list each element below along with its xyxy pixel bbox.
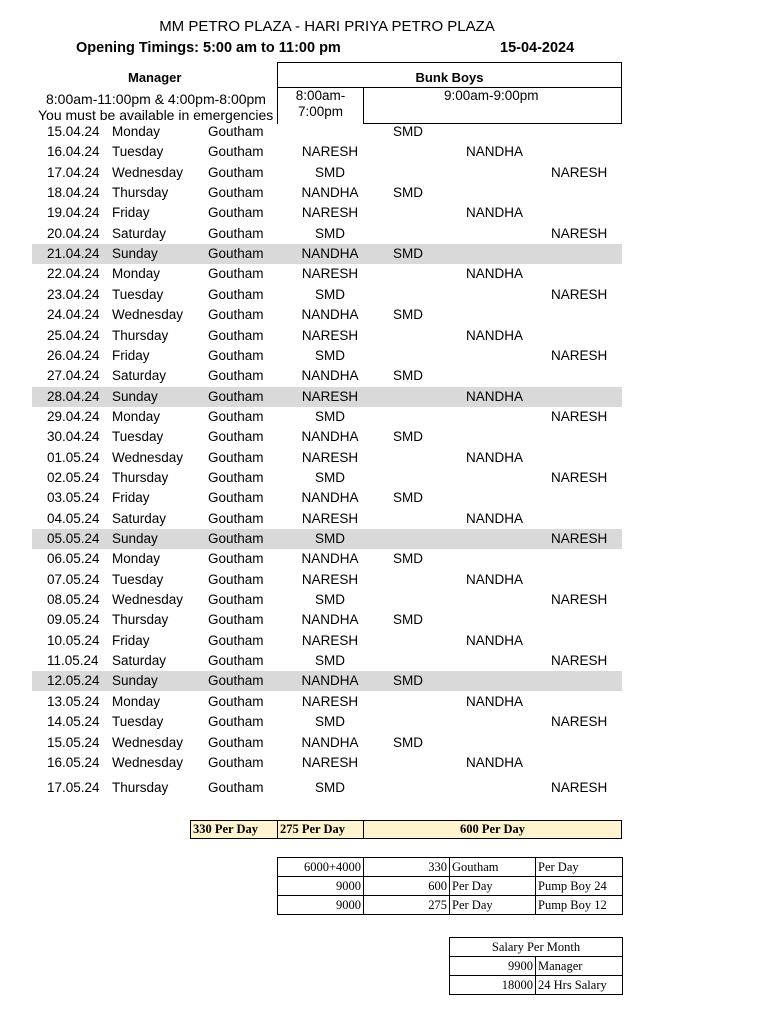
manager-hours: 8:00am-11:00pm & 4:00pm-8:00pm xyxy=(46,91,266,107)
row-shift1: SMD xyxy=(315,347,345,363)
row-shift1: SMD xyxy=(315,286,345,302)
row-shift1: SMD xyxy=(315,164,345,180)
row-manager: Goutham xyxy=(208,612,264,628)
row-day: Wednesday xyxy=(112,307,184,323)
row-day: Saturday xyxy=(112,368,167,384)
shift2-hours: 9:00am-9:00pm xyxy=(444,88,539,103)
row-manager: Goutham xyxy=(208,347,264,363)
row-shift2-b: NANDHA xyxy=(466,632,524,648)
row-day: Monday xyxy=(112,266,161,282)
row-day: Tuesday xyxy=(112,429,164,445)
row-date: 24.04.24 xyxy=(47,307,100,323)
row-shift2-c: NARESH xyxy=(551,592,608,608)
row-manager: Goutham xyxy=(208,490,264,506)
row-date: 03.05.24 xyxy=(47,490,100,506)
row-shift2-c: NARESH xyxy=(551,780,608,796)
shift1-rate: 275 Per Day xyxy=(277,820,364,839)
schedule-row xyxy=(32,163,622,183)
row-day: Monday xyxy=(112,408,161,424)
row-day: Tuesday xyxy=(112,144,164,160)
row-shift1: NANDHA xyxy=(301,185,359,201)
salary-row xyxy=(450,976,623,995)
pay-role: Goutham xyxy=(450,858,536,877)
row-shift2-c: NARESH xyxy=(551,653,608,669)
row-shift2-b: NANDHA xyxy=(466,510,524,526)
schedule-row xyxy=(32,285,622,305)
pay-amount: 9000 xyxy=(278,896,364,915)
row-shift2-c: NARESH xyxy=(551,347,608,363)
schedule-row xyxy=(32,631,622,651)
row-manager: Goutham xyxy=(208,368,264,384)
row-date: 20.04.24 xyxy=(47,225,100,241)
row-date: 10.05.24 xyxy=(47,632,100,648)
manager-rate: 330 Per Day xyxy=(190,820,278,839)
row-date: 02.05.24 xyxy=(47,469,100,485)
row-day: Thursday xyxy=(112,612,169,628)
row-day: Friday xyxy=(112,632,150,648)
row-shift2-a: SMD xyxy=(393,429,423,445)
pay-table xyxy=(277,857,623,915)
row-shift2-a: SMD xyxy=(393,612,423,628)
schedule-row xyxy=(32,778,622,798)
schedule-row xyxy=(32,692,622,712)
row-shift1: NARESH xyxy=(301,266,359,282)
pay-rate: 600 xyxy=(364,877,450,896)
row-shift1: NANDHA xyxy=(301,734,359,750)
row-shift1: SMD xyxy=(315,469,345,485)
row-shift1: SMD xyxy=(315,531,345,546)
row-shift2-a: SMD xyxy=(393,185,423,201)
pay-role: Per Day xyxy=(450,877,536,896)
row-shift2-b: NANDHA xyxy=(466,571,524,587)
row-date: 15.05.24 xyxy=(47,734,100,750)
row-shift1: NARESH xyxy=(301,449,359,465)
row-shift1: NARESH xyxy=(301,144,359,160)
row-shift1: NARESH xyxy=(301,693,359,709)
row-shift1: NANDHA xyxy=(301,368,359,384)
row-day: Wednesday xyxy=(112,449,184,465)
row-manager: Goutham xyxy=(208,286,264,302)
row-shift2-c: NARESH xyxy=(551,164,608,180)
row-day: Tuesday xyxy=(112,571,164,587)
row-shift2-b: NANDHA xyxy=(466,327,524,343)
row-manager: Goutham xyxy=(208,124,264,139)
schedule-row xyxy=(32,366,622,386)
row-date: 23.04.24 xyxy=(47,286,100,302)
row-manager: Goutham xyxy=(208,531,264,546)
manager-note: You must be available in emergencies xyxy=(38,107,274,123)
row-shift2-b: NANDHA xyxy=(466,388,524,404)
row-shift1: SMD xyxy=(315,780,345,796)
row-shift2-a: SMD xyxy=(393,734,423,750)
row-manager: Goutham xyxy=(208,327,264,343)
pay-amount: 9000 xyxy=(278,877,364,896)
pay-row xyxy=(278,877,623,896)
pay-rate: 330 xyxy=(364,858,450,877)
row-date: 15.04.24 xyxy=(47,124,100,139)
row-shift2-b: NANDHA xyxy=(466,144,524,160)
row-shift1: SMD xyxy=(315,225,345,241)
row-shift1: NANDHA xyxy=(301,551,359,567)
row-date: 11.05.24 xyxy=(47,653,99,669)
schedule-row xyxy=(32,203,622,223)
row-day: Saturday xyxy=(112,510,167,526)
row-shift1: NANDHA xyxy=(301,307,359,323)
row-date: 18.04.24 xyxy=(47,185,100,201)
row-manager: Goutham xyxy=(208,266,264,282)
row-shift2-c: NARESH xyxy=(551,408,608,424)
row-shift2-a: SMD xyxy=(393,307,423,323)
row-day: Sunday xyxy=(112,246,158,262)
row-day: Sunday xyxy=(112,388,158,404)
row-date: 26.04.24 xyxy=(47,347,100,363)
row-shift1: NANDHA xyxy=(301,490,359,506)
row-day: Wednesday xyxy=(112,754,184,770)
row-shift2-c: NARESH xyxy=(551,286,608,302)
row-manager: Goutham xyxy=(208,205,264,221)
schedule-row xyxy=(32,387,622,407)
schedule-row xyxy=(32,712,622,732)
pay-desc: Per Day xyxy=(536,858,623,877)
row-date: 12.05.24 xyxy=(47,673,100,689)
row-day: Monday xyxy=(112,693,161,709)
row-manager: Goutham xyxy=(208,429,264,445)
row-date: 17.05.24 xyxy=(47,780,100,796)
schedule-row xyxy=(32,610,622,630)
pay-rate: 275 xyxy=(364,896,450,915)
row-shift1: SMD xyxy=(315,408,345,424)
row-manager: Goutham xyxy=(208,632,264,648)
row-date: 13.05.24 xyxy=(47,693,100,709)
row-manager: Goutham xyxy=(208,469,264,485)
manager-header: Manager xyxy=(128,70,182,85)
pay-desc: Pump Boy 12 xyxy=(536,896,623,915)
row-day: Monday xyxy=(112,551,161,567)
row-shift1: SMD xyxy=(315,714,345,730)
schedule-row xyxy=(32,651,622,671)
row-manager: Goutham xyxy=(208,693,264,709)
schedule-row xyxy=(32,488,622,508)
row-date: 19.04.24 xyxy=(47,205,100,221)
row-day: Sunday xyxy=(112,531,158,546)
row-shift1: NARESH xyxy=(301,571,359,587)
row-manager: Goutham xyxy=(208,592,264,608)
row-shift1: NARESH xyxy=(301,754,359,770)
schedule-row xyxy=(32,224,622,244)
row-shift2-b: NANDHA xyxy=(466,449,524,465)
row-date: 25.04.24 xyxy=(47,327,100,343)
row-shift1: NANDHA xyxy=(301,612,359,628)
pay-role: Per Day xyxy=(450,896,536,915)
salary-amount: 18000 xyxy=(450,976,536,995)
row-manager: Goutham xyxy=(208,510,264,526)
row-manager: Goutham xyxy=(208,225,264,241)
row-shift2-a: SMD xyxy=(393,673,423,689)
schedule-row xyxy=(32,427,622,447)
row-shift1: NARESH xyxy=(301,632,359,648)
schedule-row xyxy=(32,448,622,468)
row-day: Sunday xyxy=(112,673,158,689)
sheet-date: 15-04-2024 xyxy=(500,40,575,56)
schedule-row xyxy=(32,590,622,610)
shift1-hours: 8:00am-7:00pm xyxy=(295,88,346,119)
pay-desc: Pump Boy 24 xyxy=(536,877,623,896)
row-manager: Goutham xyxy=(208,754,264,770)
row-day: Thursday xyxy=(112,780,169,796)
schedule-row xyxy=(32,326,622,346)
schedule-row xyxy=(32,122,622,142)
pay-amount: 6000+4000 xyxy=(278,858,364,877)
schedule-row xyxy=(32,183,622,203)
row-date: 21.04.24 xyxy=(47,246,100,262)
row-date: 16.04.24 xyxy=(47,144,100,160)
salary-header-row xyxy=(450,938,623,957)
row-day: Saturday xyxy=(112,225,167,241)
row-day: Thursday xyxy=(112,327,169,343)
row-day: Saturday xyxy=(112,653,167,669)
schedule-row xyxy=(32,671,622,691)
schedule-row xyxy=(32,753,622,773)
schedule-row xyxy=(32,529,622,549)
row-shift1: NARESH xyxy=(301,388,359,404)
schedule-row xyxy=(32,509,622,529)
row-manager: Goutham xyxy=(208,571,264,587)
row-shift1: SMD xyxy=(315,653,345,669)
row-manager: Goutham xyxy=(208,388,264,404)
row-date: 09.05.24 xyxy=(47,612,100,628)
row-date: 17.04.24 xyxy=(47,164,100,180)
row-shift1: NANDHA xyxy=(301,429,359,445)
schedule-row xyxy=(32,549,622,569)
row-manager: Goutham xyxy=(208,714,264,730)
schedule-row xyxy=(32,468,622,488)
row-shift2-a: SMD xyxy=(393,551,423,567)
row-shift2-b: NANDHA xyxy=(466,693,524,709)
row-manager: Goutham xyxy=(208,246,264,262)
row-manager: Goutham xyxy=(208,185,264,201)
row-day: Thursday xyxy=(112,469,169,485)
row-day: Tuesday xyxy=(112,286,164,302)
row-shift1: NARESH xyxy=(301,205,359,221)
row-manager: Goutham xyxy=(208,408,264,424)
row-shift2-a: SMD xyxy=(393,246,423,262)
row-date: 28.04.24 xyxy=(47,388,100,404)
row-date: 01.05.24 xyxy=(47,449,100,465)
row-date: 04.05.24 xyxy=(47,510,100,526)
row-date: 27.04.24 xyxy=(47,368,100,384)
row-manager: Goutham xyxy=(208,673,264,689)
row-date: 05.05.24 xyxy=(47,531,100,546)
row-date: 08.05.24 xyxy=(47,592,100,608)
row-shift2-b: NANDHA xyxy=(466,266,524,282)
salary-role: Manager xyxy=(536,957,623,976)
page-title: MM PETRO PLAZA - HARI PRIYA PETRO PLAZA xyxy=(159,18,495,35)
row-shift1: NANDHA xyxy=(301,673,359,689)
row-day: Wednesday xyxy=(112,164,184,180)
salary-role: 24 Hrs Salary xyxy=(536,976,623,995)
row-shift1: NANDHA xyxy=(301,246,359,262)
opening-timings: Opening Timings: 5:00 am to 11:00 pm xyxy=(76,40,341,56)
row-shift1: NARESH xyxy=(301,510,359,526)
schedule-row xyxy=(32,570,622,590)
salary-header: Salary Per Month xyxy=(450,938,623,957)
row-shift1: SMD xyxy=(315,592,345,608)
row-shift2-b: NANDHA xyxy=(466,754,524,770)
row-date: 30.04.24 xyxy=(47,429,100,445)
row-day: Friday xyxy=(112,205,150,221)
schedule-row xyxy=(32,264,622,284)
row-manager: Goutham xyxy=(208,144,264,160)
row-date: 22.04.24 xyxy=(47,266,100,282)
row-day: Wednesday xyxy=(112,734,184,750)
row-manager: Goutham xyxy=(208,164,264,180)
row-day: Wednesday xyxy=(112,592,184,608)
row-shift2-a: SMD xyxy=(393,368,423,384)
row-manager: Goutham xyxy=(208,551,264,567)
row-date: 06.05.24 xyxy=(47,551,100,567)
row-shift2-b: NANDHA xyxy=(466,205,524,221)
row-shift2-a: SMD xyxy=(393,124,423,139)
salary-row xyxy=(450,957,623,976)
row-shift1: NARESH xyxy=(301,327,359,343)
row-date: 29.04.24 xyxy=(47,408,100,424)
row-date: 07.05.24 xyxy=(47,571,100,587)
shift2-rate: 600 Per Day xyxy=(363,820,622,839)
row-manager: Goutham xyxy=(208,780,264,796)
row-day: Friday xyxy=(112,347,150,363)
row-shift2-c: NARESH xyxy=(551,714,608,730)
pay-row xyxy=(278,858,623,877)
row-day: Tuesday xyxy=(112,714,164,730)
pay-row xyxy=(278,896,623,915)
row-date: 14.05.24 xyxy=(47,714,100,730)
row-day: Thursday xyxy=(112,185,169,201)
row-shift2-a: SMD xyxy=(393,490,423,506)
row-manager: Goutham xyxy=(208,734,264,750)
row-manager: Goutham xyxy=(208,307,264,323)
salary-table xyxy=(449,937,623,995)
row-day: Monday xyxy=(112,124,161,139)
schedule-row xyxy=(32,346,622,366)
row-date: 16.05.24 xyxy=(47,754,100,770)
row-shift2-c: NARESH xyxy=(551,531,608,546)
row-shift2-c: NARESH xyxy=(551,225,608,241)
schedule-row xyxy=(32,407,622,427)
schedule-row xyxy=(32,142,622,162)
row-manager: Goutham xyxy=(208,449,264,465)
schedule-row xyxy=(32,305,622,325)
row-day: Friday xyxy=(112,490,150,506)
bunk-boys-header: Bunk Boys xyxy=(415,70,484,85)
salary-amount: 9900 xyxy=(450,957,536,976)
schedule-row xyxy=(32,733,622,753)
row-shift2-c: NARESH xyxy=(551,469,608,485)
schedule-row xyxy=(32,244,622,264)
row-manager: Goutham xyxy=(208,653,264,669)
